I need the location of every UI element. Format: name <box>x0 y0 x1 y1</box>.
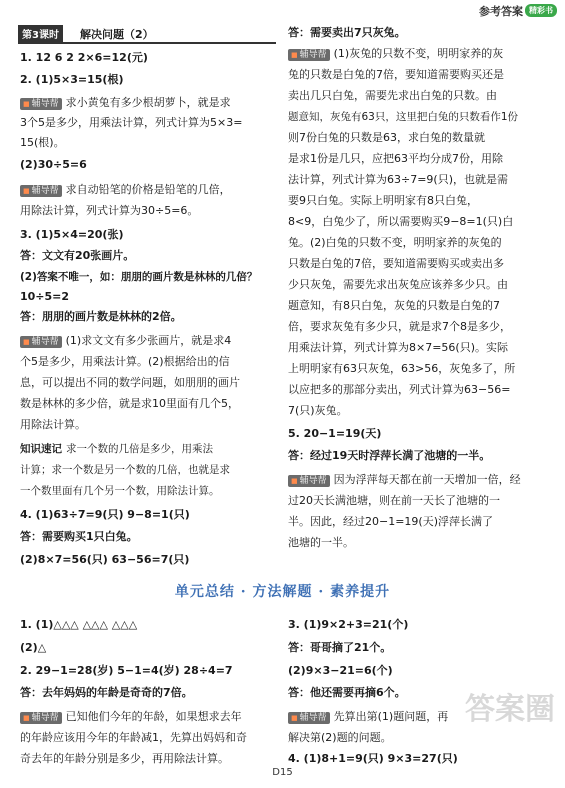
answer-line: 5. 20−1=19(天) <box>288 427 382 440</box>
answer-line: 4. (1)8+1=9(只) 9×3=27(只) <box>288 752 458 765</box>
explanation-line: 用乘法计算，列式计算为8×7=56(只)。实际 <box>288 341 509 354</box>
knowledge-note: 知识速记 求一个数的几倍是多少，用乘法 <box>20 443 213 455</box>
explanation-line: 15(根)。 <box>20 136 65 149</box>
explanation-line: 法计算，列式计算为63÷7=9(只)，也就是需 <box>288 173 509 186</box>
explanation-line: 题意知，灰兔有63只，这里把白兔的只数看作1份 <box>288 111 519 123</box>
explanation-line: 池塘的一半。 <box>288 536 354 549</box>
knowledge-note: 计算；求一个数是另一个数的几倍，也就是求 <box>20 464 230 476</box>
explanation-line: ■ 辅导帮 (1)灰兔的只数不变，明明家养的灰 <box>288 47 503 61</box>
explanation-line: 息，可以提出不同的数学问题，如朋朋的画片 <box>20 376 240 389</box>
answer-line: 3. (1)9×2+3=21(个) <box>288 618 409 631</box>
explanation-line: 卖出几只白兔，需要先求出白兔的只数。由 <box>288 89 497 102</box>
explanation-line: 兔的只数是白兔的7倍，要知道需要购买还是 <box>288 68 504 81</box>
explanation-line: 倍，要求灰兔有多少只，就是求7个8是多少， <box>288 320 511 333</box>
page-number: D15 <box>272 767 293 778</box>
explanation-line: 过20天长满池塘，则在前一天长了池塘的一 <box>288 494 500 507</box>
explanation-line: ■ 辅导帮 先算出第(1)题问题，再 <box>288 710 448 724</box>
explanation-line: 用除法计算，列式计算为30÷5=6。 <box>20 204 199 217</box>
tutor-tag: ■ 辅导帮 <box>20 98 62 110</box>
answer-line: 答：哥哥摘了21个。 <box>288 641 392 654</box>
answer-line: 答：去年妈妈的年龄是奇奇的7倍。 <box>20 686 193 699</box>
explanation-line: 7(只)灰兔。 <box>288 404 348 417</box>
answer-line: 答：文文有20张画片。 <box>20 249 135 262</box>
explanation-line: 题意知，有8只白兔，灰兔的只数是白兔的7 <box>288 299 500 312</box>
explanation-line: 是求1份是几只，应把63平均分成7份，用除 <box>288 152 503 165</box>
answer-line: 答：他还需要再摘6个。 <box>288 686 406 699</box>
lesson-badge: 第3课时 <box>18 25 63 42</box>
explanation-line: 个5是多少，用乘法计算。(2)根据给出的信 <box>20 355 230 368</box>
knowledge-note: 一个数里面有几个另一个数，用除法计算。 <box>20 485 220 497</box>
explanation-line: 以应把多的那部分卖出，列式计算为63−56= <box>288 383 511 396</box>
explanation-line: 则7份白兔的只数是63，求白兔的数量就 <box>288 131 485 144</box>
answer-line: 答：需要卖出7只灰兔。 <box>288 26 406 39</box>
answer-line: 答：经过19天时浮萍长满了池塘的一半。 <box>288 449 491 462</box>
explanation-line: 的年龄应该用今年的年龄减1，先算出妈妈和奇 <box>20 731 247 744</box>
answer-line: 答：需要购买1只白兔。 <box>20 530 138 543</box>
answer-line: 3. (1)5×4=20(张) <box>20 228 124 241</box>
explanation-line: 用除法计算。 <box>20 418 86 431</box>
explanation-line: 要9只白兔。实际上明明家有8只白兔， <box>288 194 478 207</box>
tutor-tag: ■ 辅导帮 <box>20 185 62 197</box>
answer-line: 10÷5=2 <box>20 290 70 303</box>
tutor-tag: ■ 辅导帮 <box>288 712 330 724</box>
answer-line: (2)答案不唯一，如：朋朋的画片数是林林的几倍？ <box>20 271 258 283</box>
explanation-line: 3个5是多少，用乘法计算，列式计算为5×3= <box>20 116 243 129</box>
explanation-line: ■ 辅导帮 (1)求文文有多少张画片，就是求4 <box>20 334 231 348</box>
answer-line: 1. 12 6 2 2×6=12(元) <box>20 51 148 64</box>
tutor-tag: ■ 辅导帮 <box>288 49 330 61</box>
bottom-right-column <box>288 0 550 780</box>
explanation-line: 兔。(2)白兔的只数不变，明明家养的灰兔的 <box>288 236 502 249</box>
lesson-title: 解决问题（2） <box>80 28 154 41</box>
tutor-tag: ■ 辅导帮 <box>288 475 330 487</box>
explanation-line: 少只灰兔，需要先求出灰兔应该养多少只。由 <box>288 278 508 291</box>
explanation-line: ■ 辅导帮 求小黄兔有多少根胡萝卜，就是求 <box>20 96 231 110</box>
answer-line: 1. (1)△△△ △△△ △△△ <box>20 618 138 631</box>
explanation-line: 上明明家有63只灰兔，63>56，灰兔多了，所 <box>288 362 516 375</box>
explanation-line: ■ 辅导帮 因为浮萍每天都在前一天增加一倍，经 <box>288 473 521 487</box>
explanation-line: 只数是白兔的7倍，要知道需要购买或卖出多 <box>288 257 504 270</box>
answer-line: 4. (1)63÷7=9(只) 9−8=1(只) <box>20 508 190 521</box>
answer-line: (2)8×7=56(只) 63−56=7(只) <box>20 553 190 566</box>
tutor-tag: ■ 辅导帮 <box>20 336 62 348</box>
watermark-logo: 答案圈 <box>465 692 555 727</box>
explanation-line: ■ 辅导帮 求自动铅笔的价格是铅笔的几倍， <box>20 183 231 197</box>
explanation-line: 8<9，白兔少了，所以需要购买9−8=1(只)白 <box>288 215 514 228</box>
explanation-line: 半。因此，经过20−1=19(天)浮萍长满了 <box>288 515 494 528</box>
answer-line: (2)△ <box>20 641 47 654</box>
explanation-line: 数是林林的多少倍，就是求10里面有几个5， <box>20 397 239 410</box>
section-title: 单元总结 · 方法解题 · 素养提升 <box>174 584 391 600</box>
explanation-line: ■ 辅导帮 已知他们今年的年龄，如果想求去年 <box>20 710 242 724</box>
explanation-line: 解决第(2)题的问题。 <box>288 731 392 744</box>
brand-badge: 精彩书 <box>525 4 557 17</box>
bottom-left-column <box>20 0 282 780</box>
explanation-line: 奇去年的年龄分别是多少，再用除法计算。 <box>20 752 229 765</box>
answer-line: (2)30÷5=6 <box>20 158 87 171</box>
answer-line: 2. (1)5×3=15(根) <box>20 73 124 86</box>
answer-line: (2)9×3−21=6(个) <box>288 664 393 677</box>
answer-line: 答：朋朋的画片数是林林的2倍。 <box>20 310 182 323</box>
tutor-tag: ■ 辅导帮 <box>20 712 62 724</box>
answer-key-title: 参考答案 <box>479 5 523 18</box>
answer-line: 2. 29−1=28(岁) 5−1=4(岁) 28÷4=7 <box>20 664 233 677</box>
